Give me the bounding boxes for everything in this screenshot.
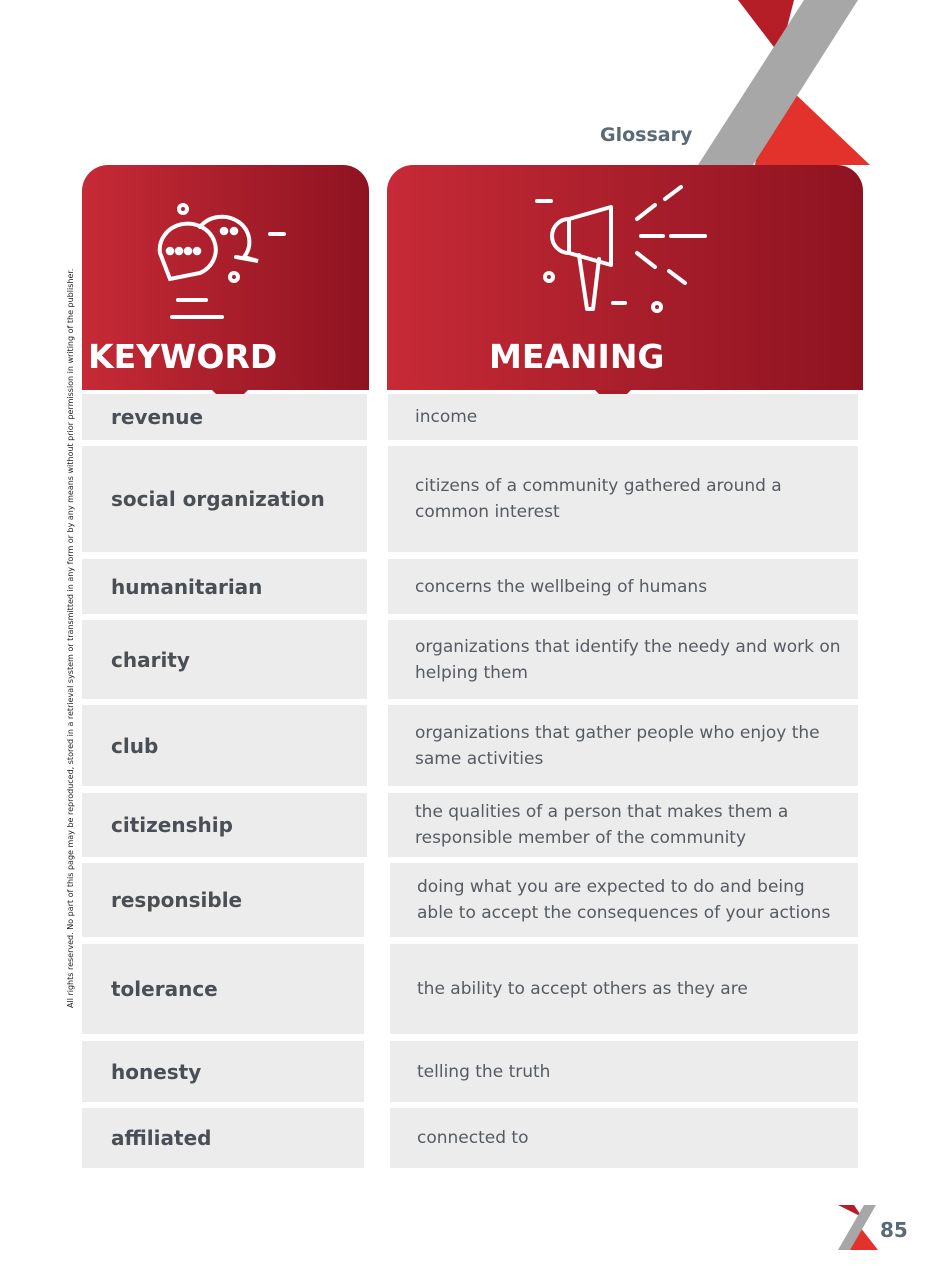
meaning-cell: telling the truth <box>390 1041 858 1102</box>
copyright-note: All rights reserved. No part of this page may be reproduced, stored in a retrieval system or transmitted in any form or by any means without prior permission in writing of the publisher. <box>66 268 75 1008</box>
keyword-header <box>82 165 369 390</box>
meaning-cell: citizens of a community gathered around a common interest <box>388 446 858 552</box>
keyword-cell: citizenship <box>82 793 367 857</box>
meaning-cell: concerns the wellbeing of humans <box>388 559 858 614</box>
meaning-header <box>387 165 863 390</box>
keyword-cell: honesty <box>82 1041 364 1102</box>
page-number: 85 <box>880 1218 908 1242</box>
keyword-cell: revenue <box>82 394 367 440</box>
keyword-cell: club <box>82 705 367 786</box>
meaning-cell: the qualities of a person that makes them a responsible member of the community <box>388 793 858 857</box>
meaning-cell: income <box>388 394 858 440</box>
corner-decoration <box>690 0 890 170</box>
meaning-cell: doing what you are expected to do and being able to accept the consequences of your actions <box>390 863 858 937</box>
keyword-cell: humanitarian <box>82 559 367 614</box>
keyword-cell: responsible <box>82 863 364 937</box>
meaning-cell: the ability to accept others as they are <box>390 944 858 1034</box>
meaning-cell: organizations that gather people who enjoy the same activities <box>388 705 858 786</box>
keyword-cell: charity <box>82 620 367 699</box>
meaning-cell: connected to <box>390 1108 858 1168</box>
megaphone-icon <box>529 179 709 329</box>
meaning-cell: organizations that identify the needy and work on helping them <box>388 620 858 699</box>
keyword-cell: tolerance <box>82 944 364 1034</box>
section-title: Glossary <box>600 124 693 146</box>
meaning-header-label: MEANING <box>489 337 665 376</box>
chat-bubbles-icon <box>150 193 290 323</box>
keyword-cell: affiliated <box>82 1108 364 1168</box>
keyword-header-label: KEYWORD <box>88 337 278 376</box>
keyword-cell: social organization <box>82 446 367 552</box>
